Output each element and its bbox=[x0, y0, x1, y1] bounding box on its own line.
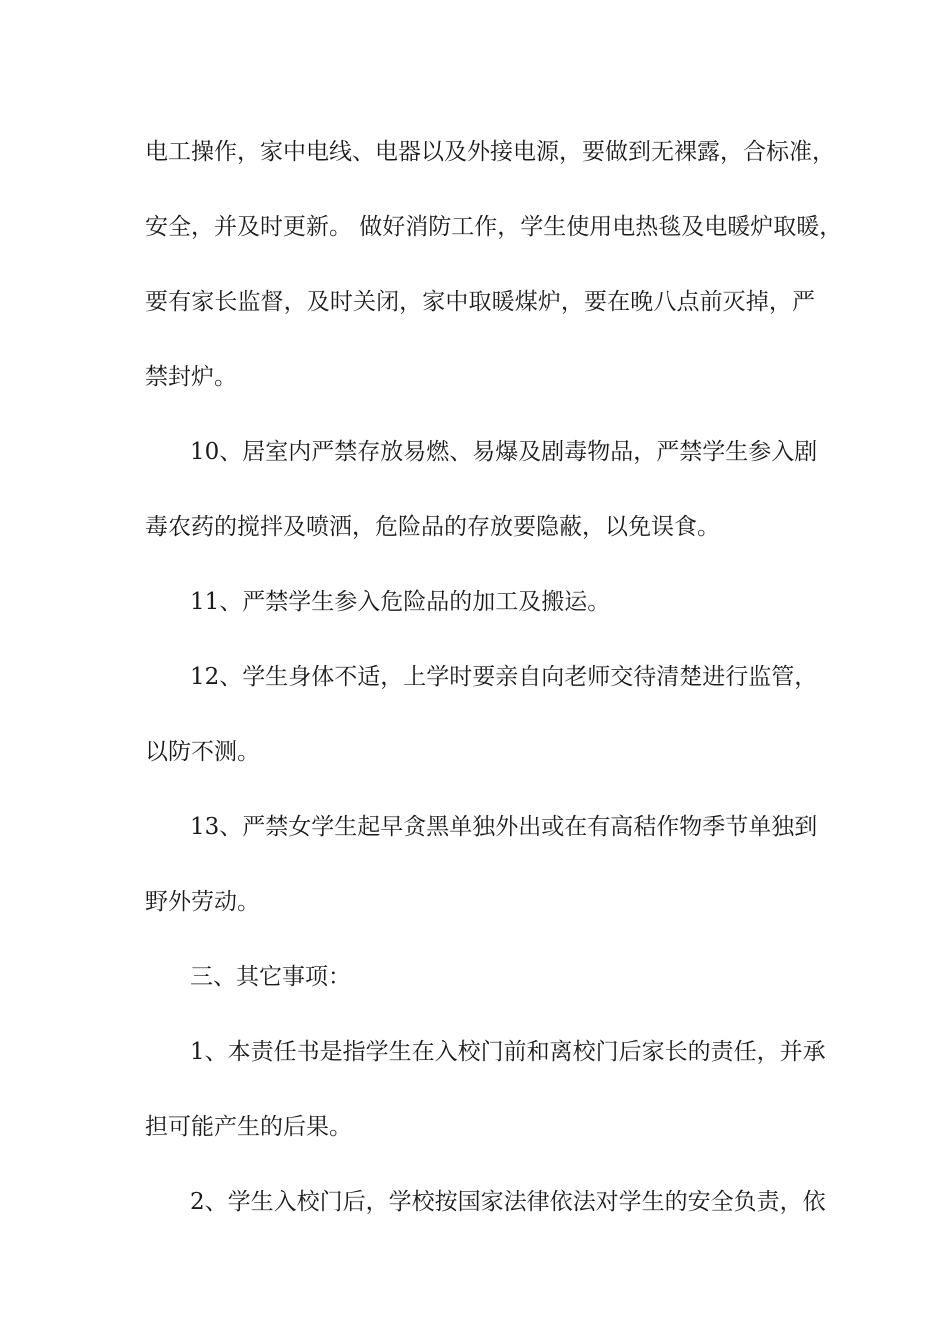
paragraph-11: 11、严禁学生参入危险品的加工及搬运。 bbox=[190, 589, 611, 615]
text-line: 电工操作，家中电线、电器以及外接电源，要做到无裸露，合标准， bbox=[145, 139, 835, 165]
item-2-line-1: 2、学生入校门后，学校按国家法律依法对学生的安全负责，依 bbox=[190, 1189, 826, 1215]
item-1-line-1: 1、本责任书是指学生在入校门前和离校门后家长的责任，并承 bbox=[190, 1039, 826, 1065]
paragraph-10-line-2: 毒农药的搅拌及喷洒，危险品的存放要隐蔽，以免误食。 bbox=[145, 514, 720, 540]
item-1-line-2: 担可能产生的后果。 bbox=[145, 1114, 352, 1140]
paragraph-12-line-2: 以防不测。 bbox=[145, 739, 260, 765]
paragraph-13-line-2: 野外劳动。 bbox=[145, 889, 260, 915]
section-heading-other-matters: 三、其它事项： bbox=[190, 964, 351, 990]
text-line: 禁封炉。 bbox=[145, 364, 237, 390]
text-line: 要有家长监督，及时关闭，家中取暖煤炉，要在晚八点前灭掉，严 bbox=[145, 289, 815, 315]
text-line: 安全，并及时更新。 做好消防工作，学生使用电热毯及电暖炉取暖， bbox=[145, 214, 843, 240]
paragraph-13-line-1: 13、严禁女学生起早贪黑单独外出或在有高秸作物季节单独到 bbox=[190, 814, 818, 840]
paragraph-10-line-1: 10、居室内严禁存放易燃、易爆及剧毒物品，严禁学生参入剧 bbox=[190, 439, 818, 465]
paragraph-12-line-1: 12、学生身体不适，上学时要亲自向老师交待清楚进行监管， bbox=[190, 664, 818, 690]
